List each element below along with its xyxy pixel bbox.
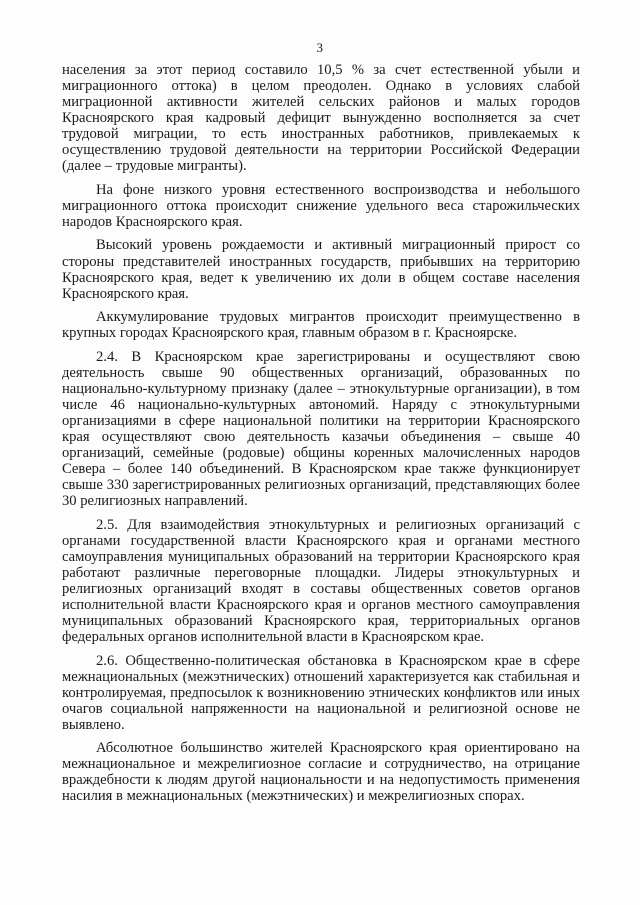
page-number: 3 bbox=[316, 40, 324, 55]
paragraph-section-2-6: 2.6. Общественно-политическая обстановка в Красноярском крае в сфере межнациональных (межэтнических) отношений характеризуется как стабильная и контролируемая, предпосылок к возникновению этнических конфликтов или иных очагов социальной напряженности на национальной и религиозной основе не выявлено. bbox=[62, 652, 580, 733]
paragraph: Абсолютное большинство жителей Красноярского края ориентировано на межнациональное и межрелигиозное согласие и сотрудничество, на отрицание враждебности к людям другой национальности и на недопустимость применения насилия в межнациональных (межэтнических) и межрелигиозных спорах. bbox=[62, 740, 580, 805]
paragraph: Аккумулирование трудовых мигрантов происходит преимущественно в крупных городах Красноярского края, главным образом в г. Красноярске. bbox=[62, 309, 580, 342]
document-body bbox=[62, 62, 580, 812]
paragraph: На фоне низкого уровня естественного воспроизводства и небольшого миграционного оттока происходит снижение удельного веса старожильческих народов Красноярского края. bbox=[62, 181, 580, 230]
paragraph: Высокий уровень рождаемости и активный миграционный прирост со стороны представителей иностранных государств, прибывших на территорию Красноярского края, ведет к увеличению их доли в общем составе населения Красноярского края. bbox=[62, 237, 580, 302]
paragraph-section-2-5: 2.5. Для взаимодействия этнокультурных и религиозных организаций с органами государственной власти Красноярского края и органами местного самоуправления муниципальных образований на территории Красноярского края работают различные переговорные площадки. Лидеры этнокультурных и религиозных организаций входят в составы общественных советов органов исполнительной власти Красноярского края и органов местного самоуправления муниципальных образований Красноярского края, территориальных органов федеральных органов исполнительной власти в Красноярском крае. bbox=[62, 516, 580, 646]
paragraph-section-2-4: 2.4. В Красноярском крае зарегистрированы и осуществляют свою деятельность свыше 90 общественных организаций, образованных по национально-культурному признаку (далее – этнокультурные организации), в том числе 46 национально-культурных автономий. Наряду с этнокультурными организациями в сфере национальной политики на территории Красноярского края осуществляют свою деятельность казачьи объединения – свыше 40 организаций, семейные (родовые) общины коренных малочисленных народов Севера – более 140 объединений. В Красноярском крае также функционирует свыше 330 зарегистрированных религиозных организаций, представляющих более 30 религиозных направлений. bbox=[62, 348, 580, 510]
paragraph-continuation: населения за этот период составило 10,5 % за счет естественной убыли и миграционного оттока) в целом преодолен. Однако в условиях слабой миграционной активности жителей сельских районов и малых городов Красноярского края кадровый дефицит вынужденно восполняется за счет трудовой миграции, то есть иностранных работников, привлекаемых к осуществлению трудовой деятельности на территории Российской Федерации (далее – трудовые мигранты). bbox=[62, 62, 580, 175]
